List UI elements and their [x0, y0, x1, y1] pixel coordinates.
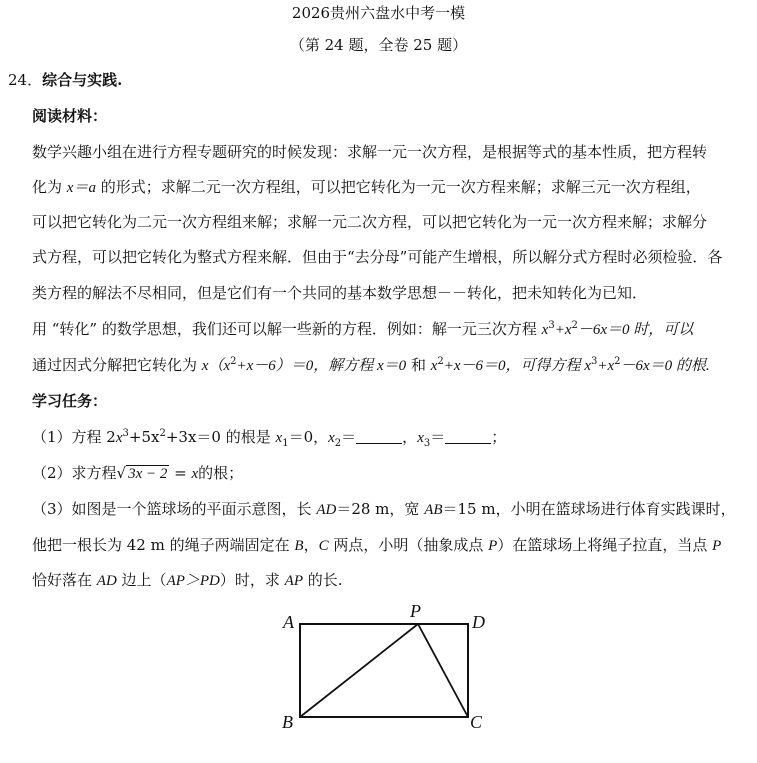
task-2: （2）求方程√ 3x − 2 = x的根；	[32, 464, 244, 482]
label-d: D	[472, 612, 485, 632]
reading-line-6: 用 “转化” 的数学思想，我们还可以解一些新的方程．例如：解一元三次方程 $x^3+x^2-6x=0$ 时，可以	[32, 320, 694, 338]
page-title: 2026贵州六盘水中考一模	[291, 4, 466, 22]
reading-line-2: 化为 x＝a 的形式；求解二元一次方程组，可以把它转化为一元一次方程来解；求解三元一次方程组，	[32, 178, 701, 196]
rope-pc	[418, 624, 468, 717]
page-subtitle: （第 24 题，全卷 25 题）	[289, 36, 468, 54]
task-3-line-1: （3）如图是一个篮球场的平面示意图，长 AD＝28 m，宽 AB＝15 m，小明在篮球场进行体育实践课时，	[32, 500, 736, 518]
reading-line-5: 类方程的解法不尽相同，但是它们有一个共同的基本数学思想－－转化，把未知转化为已知．	[32, 284, 648, 302]
tasks-heading: 学习任务：	[32, 392, 108, 410]
reading-line-4: 式方程，可以把它转化为整式方程来解．但由于“去分母”可能产生增根，所以解分式方程时必须检验．各	[32, 248, 723, 266]
question-number: 24．	[8, 71, 43, 89]
task-3-line-3: 恰好落在 AD 边上（AP＞PD）时，求 AP 的长.	[32, 571, 343, 589]
reading-line-3: 可以把它转化为二元一次方程组来解；求解一元二次方程，可以把它转化为一元一次方程来解；求解分	[32, 213, 708, 231]
task-1: （1）方程 $2x^3+5x^2+3x=0$ 的根是 $x_1=0$，$x_2=$ ，$x_3=$ ；	[32, 428, 507, 449]
question-title: 综合与实践.	[42, 71, 123, 89]
reading-line-1: 数学兴趣小组在进行方程专题研究的时候发现：求解一元一次方程，是根据等式的基本性质，把方程转	[32, 143, 708, 161]
task-3-line-2: 他把一根长为 42 m 的绳子两端固定在 B，C 两点，小明（抽象成点 P）在篮球场上将绳子拉直，当点 P	[32, 536, 722, 554]
rope-bp	[300, 624, 418, 717]
label-p: P	[410, 601, 421, 621]
label-a: A	[283, 612, 294, 632]
label-c: C	[470, 712, 483, 732]
label-b: B	[282, 712, 293, 732]
reading-line-7: 通过因式分解把它转化为 $x(x^2+x-6)=0$，解方程 x＝0 和 $x^2+x-6=0$，可得方程 $x^3+x^2-6x=0$ 的根.	[32, 356, 710, 374]
reading-heading: 阅读材料：	[32, 107, 108, 125]
